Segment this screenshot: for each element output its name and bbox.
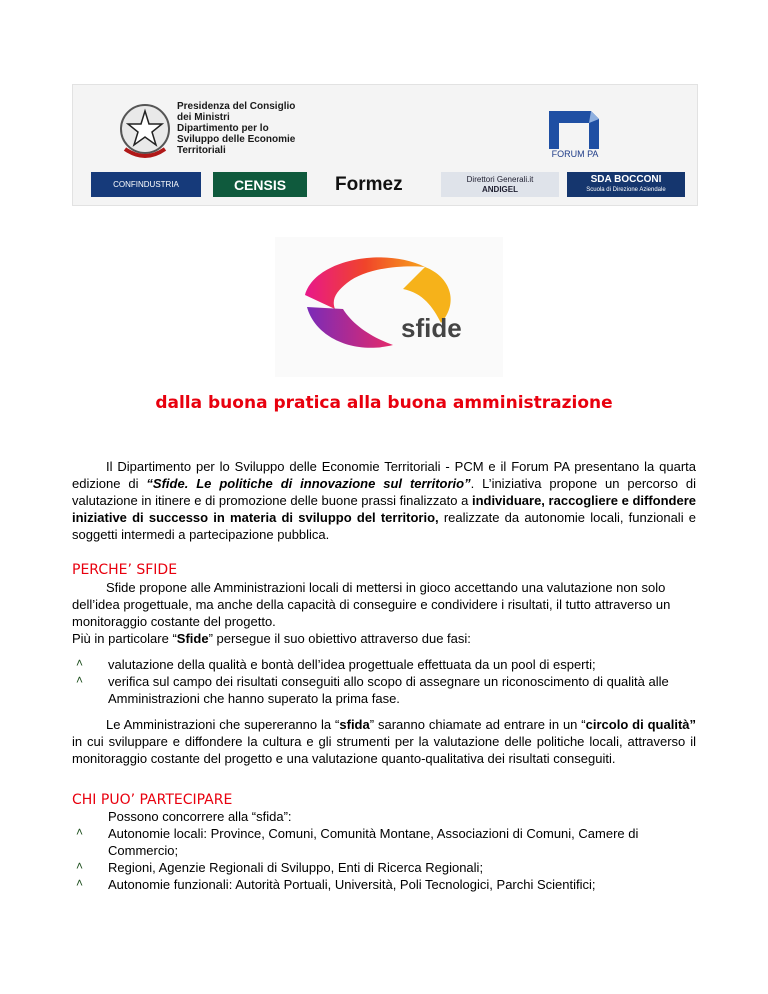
arrowhead-bullet-icon: ˄ (76, 673, 84, 687)
presidency-line: Sviluppo delle Economie (177, 134, 296, 145)
phase-item: verifica sul campo dei risultati conseguiti allo scopo di assegnare un riconoscimento di qualità alle Amministrazioni che hanno superato la prima fase. (108, 674, 669, 706)
participant-item: Autonomie funzionali: Autorità Portuali, Università, Poli Tecnologici, Parchi Scientifici; (108, 877, 596, 892)
intro-text-1: Il Dipartimento per lo Sviluppo delle Economie Territoriali - PCM e il Forum PA presentano la quarta edizione di (72, 459, 696, 491)
italian-republic-emblem-icon (117, 99, 173, 163)
intro-title: “Sfide. Le politiche di innovazione sul territorio” (146, 476, 471, 491)
phases-intro-text-a: Più in particolare “ (72, 631, 177, 646)
partner-banner (72, 84, 698, 206)
intro-paragraph (72, 458, 696, 543)
bocconi-line2: Scuola di Direzione Aziendale (586, 186, 666, 193)
closing-bold-sfida: sfida (339, 717, 370, 732)
presidency-text (177, 101, 327, 156)
perche-closing-paragraph (72, 716, 696, 767)
participant-item: Autonomie locali: Province, Comuni, Comunità Montane, Associazioni di Comuni, Camere di Commercio; (108, 826, 639, 858)
phases-intro-bold: Sfide (176, 631, 209, 646)
participant-item: Regioni, Agenzie Regionali di Sviluppo, Enti di Ricerca Regionali; (108, 860, 484, 875)
perche-paragraph: Sfide propone alle Amministrazioni locali di mettersi in gioco accettando una valutazione non solo dell’idea progettuale, ma anche della capacità di conseguire e condividere i risultati, il tutto attraverso un monitoraggio costante del progetto. (72, 580, 671, 629)
forum-pa-label: FORUM PA (551, 149, 599, 159)
closing-text-a: Le Amministrazioni che supereranno la “ (106, 717, 340, 732)
intro-bold: individuare, raccogliere e diffondere iniziative di successo in materia di sviluppo del territorio, (72, 493, 696, 525)
phases-intro-text-b: ” persegue il suo obiettivo attraverso due fasi: (208, 631, 471, 646)
intro-text-3: realizzate da autonomie locali, funzionali e soggetti intermedi a partecipazione pubblica. (72, 510, 696, 542)
closing-text-b: ” saranno chiamate ad entrare in un “ (369, 717, 586, 732)
confindustria-logo: CONFINDUSTRIA (91, 172, 201, 197)
arrowhead-bullet-icon: ˄ (76, 876, 84, 890)
direttori-generali-logo (441, 172, 559, 197)
intro-text-2: . L’iniziativa propone un percorso di valutazione in itinere e di promozione delle buone prassi finalizzato a (72, 476, 696, 508)
censis-logo: CENSIS (213, 172, 307, 197)
presidency-line: dei Ministri (177, 112, 230, 123)
sfide-swirl-icon (275, 237, 503, 377)
presidency-line: Territoriali (177, 145, 226, 156)
section-heading-perche: PERCHE’ SFIDE (72, 562, 178, 578)
sda-bocconi-logo (567, 172, 685, 197)
arrowhead-bullet-icon: ˄ (76, 656, 84, 670)
sfide-logo (275, 237, 503, 377)
closing-bold-circolo: circolo di qualità” (585, 717, 697, 732)
arrowhead-bullet-icon: ˄ (76, 859, 84, 873)
perche-phases-intro (72, 630, 696, 647)
sfide-wordmark: sfide (401, 313, 462, 343)
presidency-line: Dipartimento per lo (177, 123, 269, 134)
direttori-line2: ANDIGEL (482, 184, 518, 194)
bocconi-line1: SDA BOCCONI (590, 173, 662, 185)
phase-item: valutazione della qualità e bontà dell’idea progettuale effettuata da un pool di esperti; (108, 657, 596, 672)
formez-logo: Formez (335, 173, 403, 195)
chi-intro: Possono concorrere alla “sfida”: (108, 809, 292, 824)
tagline: dalla buona pratica alla buona amministrazione (155, 393, 613, 413)
presidency-line: Presidenza del Consiglio (177, 101, 296, 112)
section-heading-chi: CHI PUO’ PARTECIPARE (72, 792, 233, 808)
closing-text-c: in cui sviluppare e diffondere la cultura e gli strumenti per la valutazione delle politiche locali, attraverso il monitoraggio costante del progetto e una valutazione quanto-qualitativa dei risultati conseguiti. (72, 734, 696, 766)
arrowhead-bullet-icon: ˄ (76, 825, 84, 839)
direttori-line1: Direttori Generali.it (466, 174, 534, 184)
